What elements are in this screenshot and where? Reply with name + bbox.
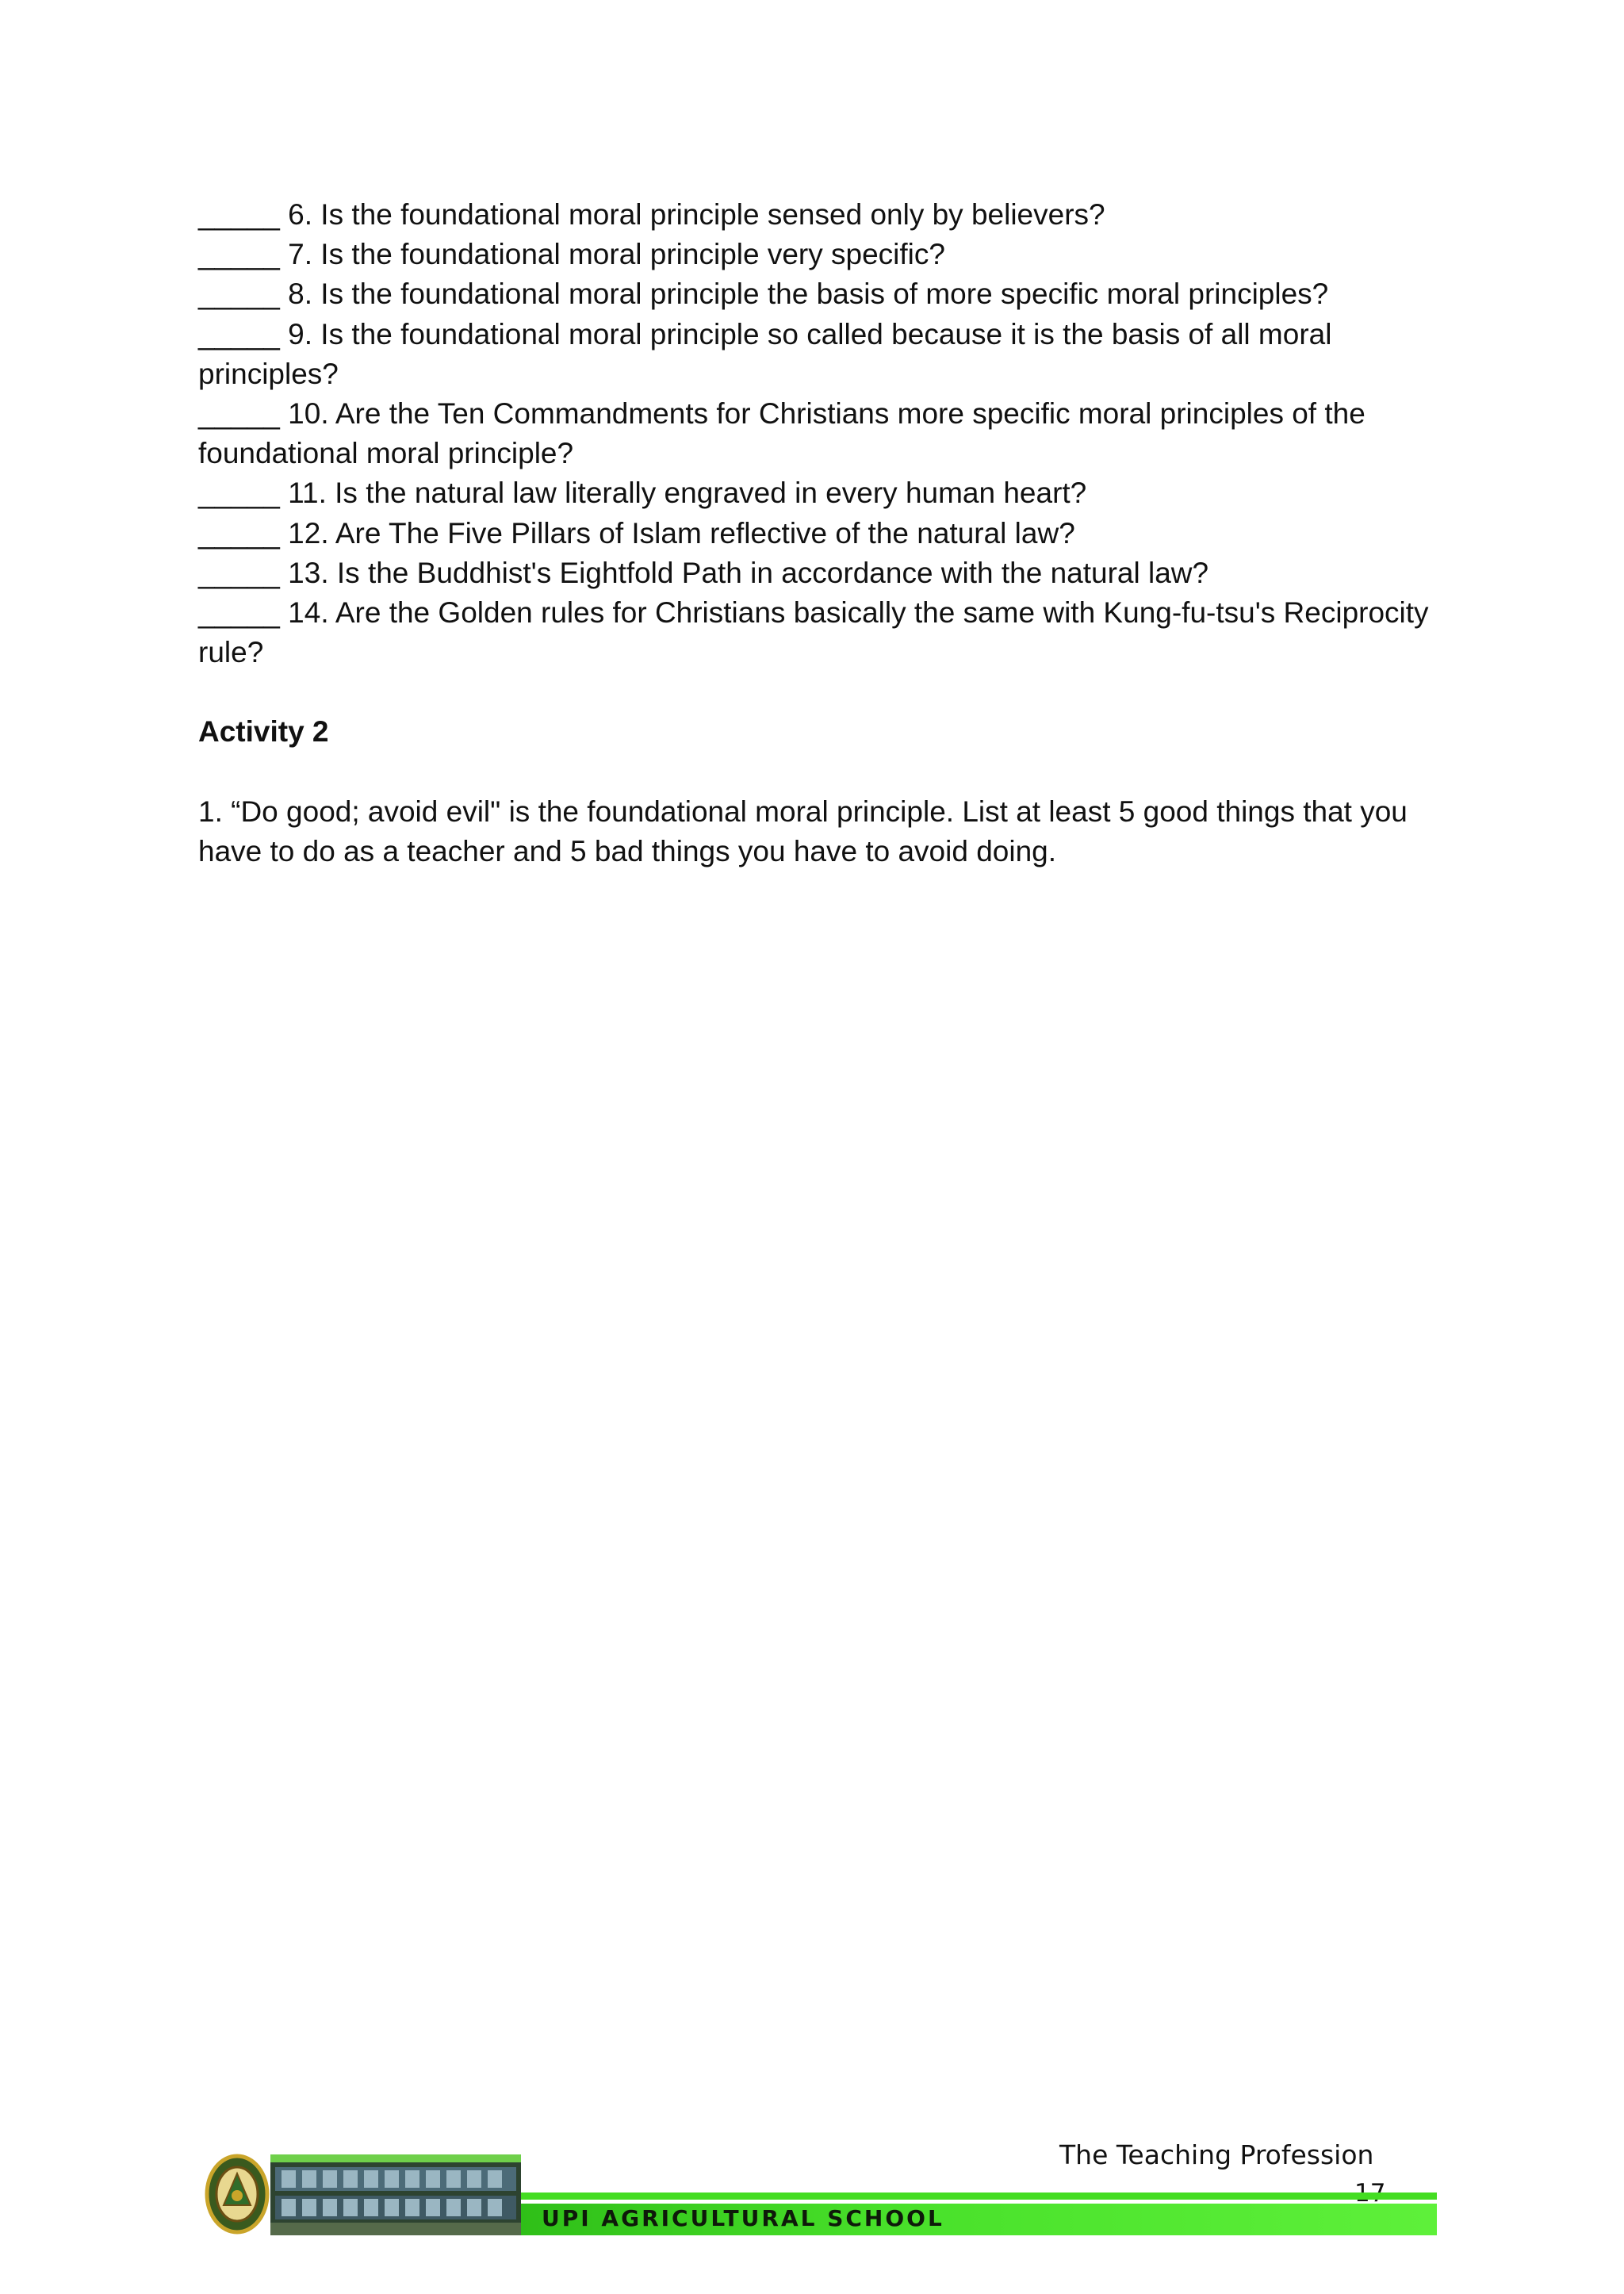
question-13: _____ 13. Is the Buddhist's Eightfold Path in accordance with the natural law? — [198, 556, 1209, 589]
footer-accent-bar — [521, 2193, 1437, 2200]
spacer — [198, 672, 1435, 712]
question-10: _____ 10. Are the Ten Commandments for Christians more specific moral principles of the foundational moral principle? — [198, 397, 1365, 470]
school-name: UPI AGRICULTURAL SCHOOL — [542, 2205, 944, 2231]
page-content — [198, 195, 1435, 871]
school-building-image — [270, 2154, 521, 2235]
question-8: _____ 8. Is the foundational moral principle the basis of more specific moral principles? — [198, 278, 1329, 311]
question-11: _____ 11. Is the natural law literally engraved in every human heart? — [198, 477, 1087, 510]
school-seal-icon — [205, 2153, 270, 2235]
question-7: _____ 7. Is the foundational moral principle very specific? — [198, 238, 945, 271]
activity-item: 1. “Do good; avoid evil" is the foundational moral principle. List at least 5 good things that you have to do as a teacher and 5 bad things you have to avoid doing. — [198, 795, 1408, 867]
footer-title: The Teaching Profession — [1059, 2139, 1374, 2170]
question-6: _____ 6. Is the foundational moral principle sensed only by believers? — [198, 198, 1105, 231]
activity-heading: Activity 2 — [198, 715, 329, 749]
spacer — [198, 753, 1435, 792]
question-14: _____ 14. Are the Golden rules for Christians basically the same with Kung-fu-tsu's Reciprocity rule? — [198, 596, 1429, 669]
question-12: _____ 12. Are The Five Pillars of Islam reflective of the natural law? — [198, 516, 1075, 550]
question-9: _____ 9. Is the foundational moral principle so called because it is the basis of all moral principles? — [198, 317, 1332, 390]
